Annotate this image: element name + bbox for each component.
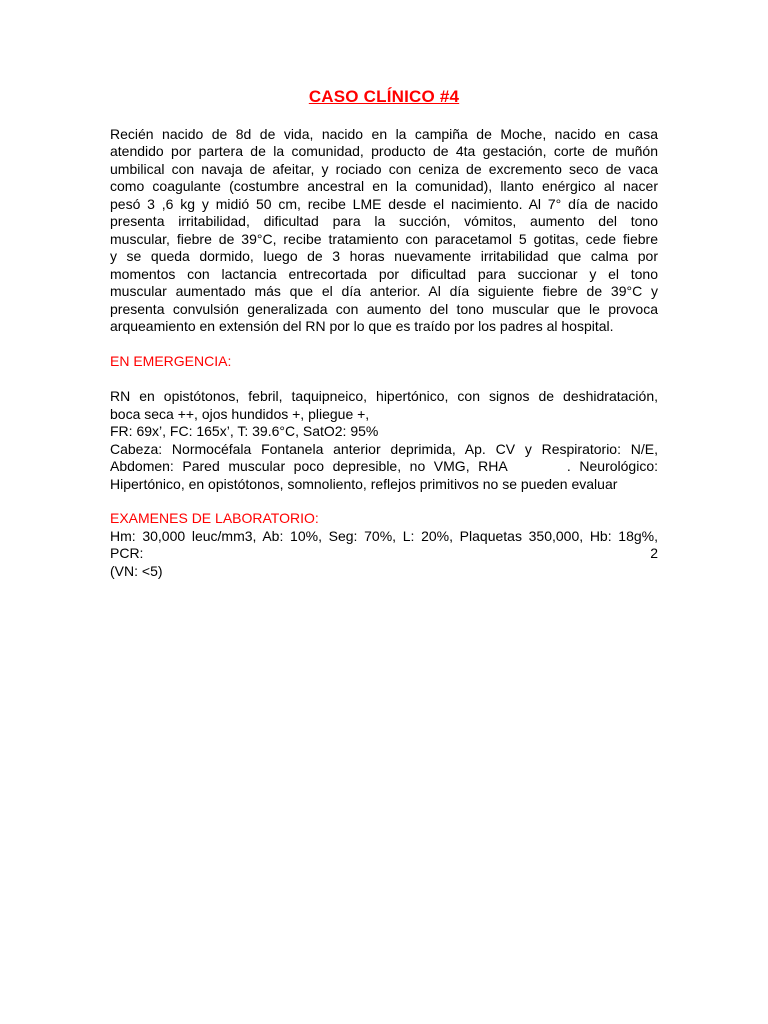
case-description [110, 126, 658, 336]
lab-line: Hm: 30,000 leuc/mm3, Ab: 10%, Seg: 70%, L: 20%, Plaquetas 350,000, Hb: 18g%, PCR: 2 [110, 527, 658, 561]
lab-results [110, 528, 658, 581]
emergency-line: Abdomen: Pared muscular poco depresible, no VMG, RHA . Neurológico: [110, 458, 658, 474]
case-line: arqueamiento en extensión del RN por lo que es traído por los padres al hospital. [110, 318, 614, 334]
case-line: momentos con lactancia entrecortada por dificultad para succionar y el tono [110, 265, 658, 282]
case-line: umbilical con navaja de afeitar, y rociado con ceniza de excremento seco de vaca [110, 160, 658, 177]
emergency-line: RN en opistótonos, febril, taquipneico, hipertónico, con signos de deshidratación, [110, 388, 658, 404]
emergency-line: Hipertónico, en opistótonos, somnoliento, reflejos primitivos no se pueden evaluar [110, 475, 618, 492]
document-body [110, 88, 658, 580]
case-line: muscular aumentado más que el día anterior. Al día siguiente fiebre de 39°C y [110, 283, 658, 299]
emergency-heading: EN EMERGENCIA: [110, 352, 232, 369]
case-line: como coagulante (costumbre ancestral en la comunidad), llanto enérgico al nacer [110, 178, 658, 194]
lab-line: (VN: <5) [110, 562, 163, 579]
spacer [110, 493, 658, 510]
case-line: muscular, fiebre de 39°C, recibe tratamiento con paracetamol 5 gotitas, cede fiebre [110, 230, 658, 247]
lab-heading: EXAMENES DE LABORATORIO: [110, 510, 319, 526]
emergency-findings [110, 388, 658, 493]
case-title: CASO CLÍNICO #4 [308, 87, 460, 106]
spacer [110, 370, 658, 388]
case-line: presenta convulsión generalizada con aumento del tono muscular que le provoca [110, 300, 658, 317]
emergency-line: FR: 69x’, FC: 165x’, T: 39.6°C, SatO2: 95% [110, 423, 379, 439]
spacer [110, 336, 658, 353]
emergency-line: Cabeza: Normocéfala Fontanela anterior deprimida, Ap. CV y Respiratorio: N/E, [110, 440, 658, 457]
case-line: Recién nacido de 8d de vida, nacido en la campiña de Moche, nacido en casa [110, 125, 658, 142]
case-line: presenta irritabilidad, dificultad para la succión, vómitos, aumento del tono [110, 213, 658, 229]
case-line: y se queda dormido, luego de 3 horas nuevamente irritabilidad que calma por [110, 248, 658, 264]
emergency-line: boca seca ++, ojos hundidos +, pliegue +, [110, 405, 370, 422]
case-line: pesó 3 ,6 kg y midió 50 cm, recibe LME desde el nacimiento. Al 7° día de nacido [110, 195, 658, 212]
case-line: atendido por partera de la comunidad, producto de 4ta gestación, corte de muñón [110, 143, 658, 159]
